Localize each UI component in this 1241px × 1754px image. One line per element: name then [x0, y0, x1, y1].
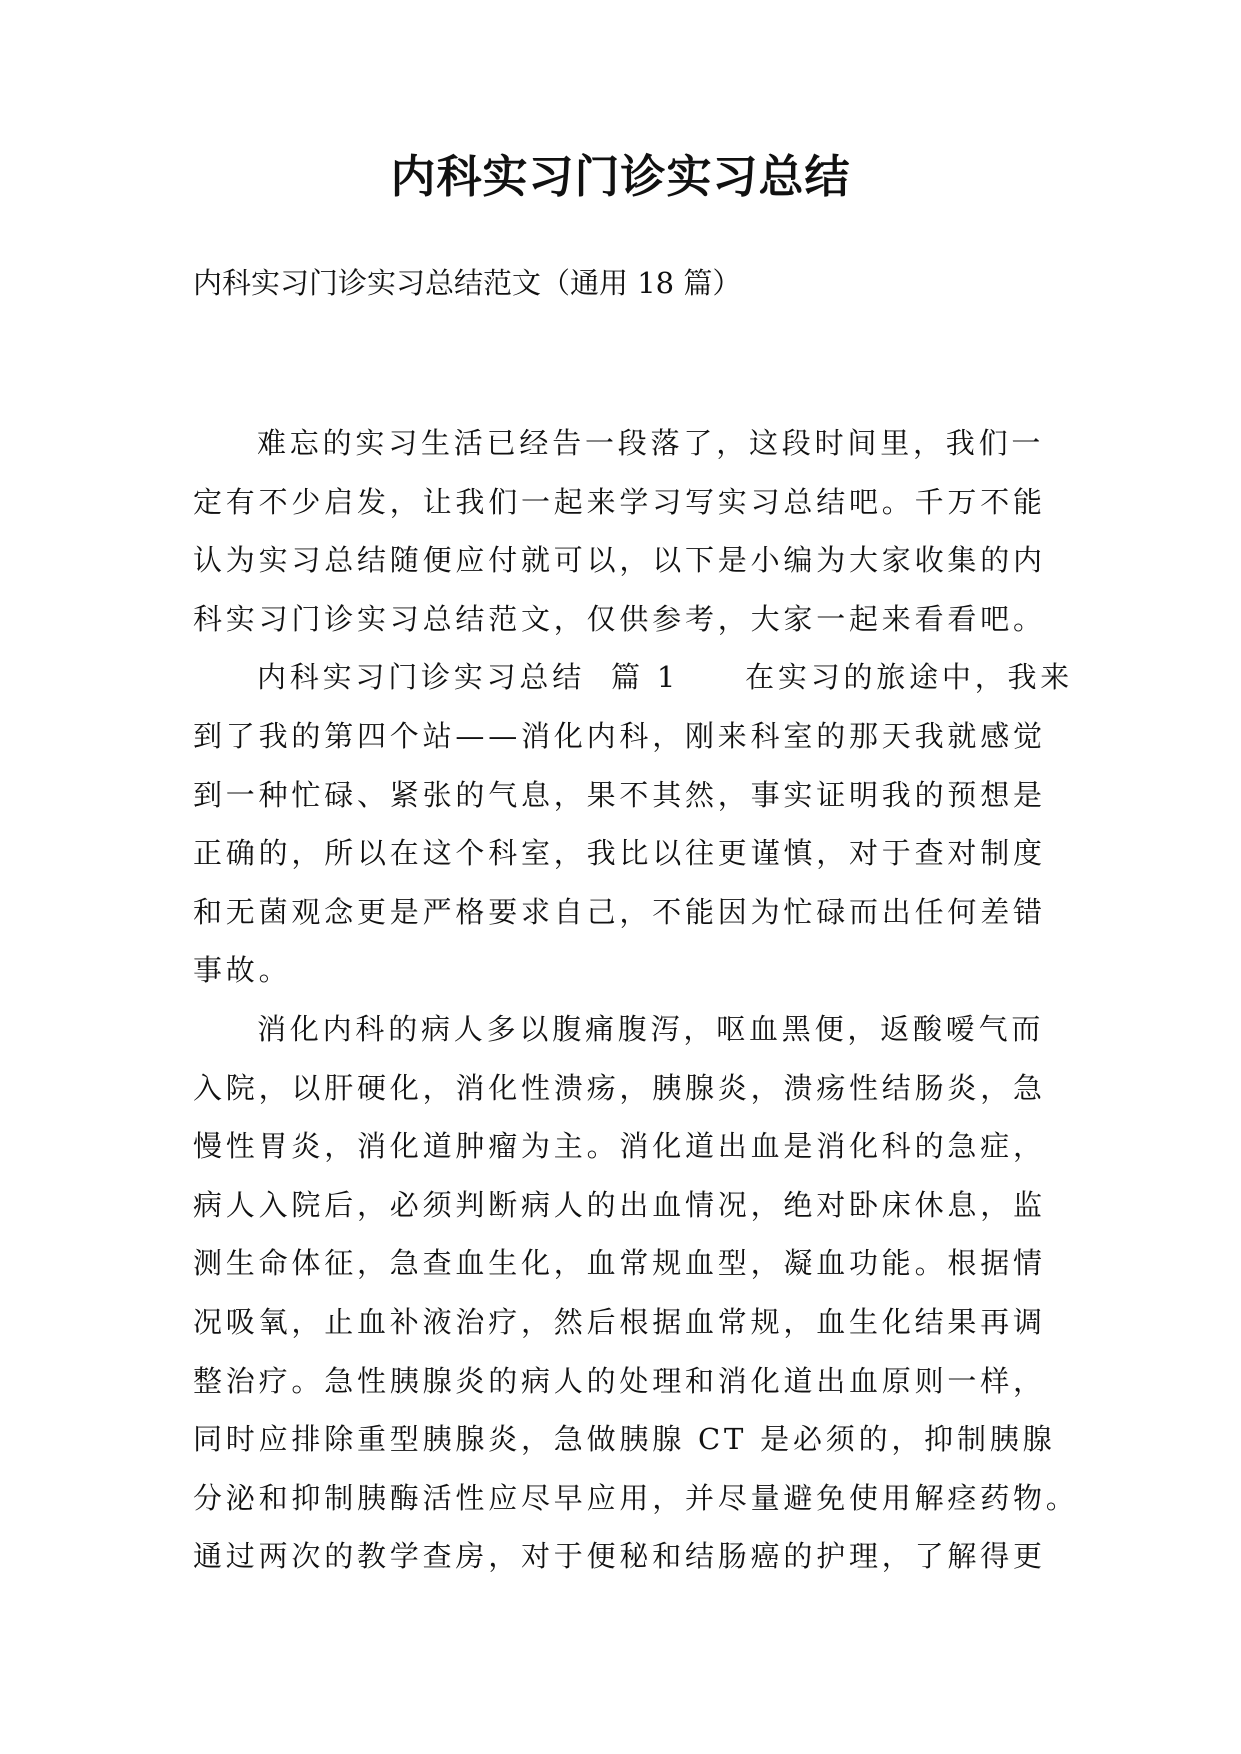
section-heading-line [193, 648, 1073, 707]
paragraph-line: 到一种忙碌、紧张的气息，果不其然，事实证明我的预想是 [193, 777, 1046, 812]
paragraph-line: 到了我的第四个站——消化内科，刚来科室的那天我就感觉 [193, 718, 1046, 753]
paragraph-line: 难忘的实习生活已经告一段落了，这段时间里，我们一 [257, 426, 1045, 460]
paragraph-line: 整治疗。急性胰腺炎的病人的处理和消化道出血原则一样， [193, 1363, 1046, 1398]
paragraph-line: 消化内科的病人多以腹痛腹泻，呕血黑便，返酸嗳气而 [257, 1011, 1045, 1046]
paragraph-line: 测生命体征，急查血生化，血常规血型，凝血功能。根据情 [193, 1246, 1046, 1281]
paragraph-line: 和无菌观念更是严格要求自己，不能因为忙碌而出任何差错 [193, 894, 1046, 929]
paragraph-line: 事故。 [193, 953, 292, 988]
paragraph-line: 入院，以肝硬化，消化性溃疡，胰腺炎，溃疡性结肠炎，急 [193, 1070, 1046, 1105]
paragraph-line: 分泌和抑制胰酶活性应尽早应用，并尽量避免使用解痉药物。 [193, 1480, 1079, 1515]
paragraph-line: 况吸氧，止血补液治疗，然后根据血常规，血生化结果再调 [193, 1304, 1046, 1339]
document-subtitle: 内科实习门诊实习总结范文（通用 18 篇） [193, 266, 742, 300]
paragraph-line: 科实习门诊实习总结范文，仅供参考，大家一起来看看吧。 [193, 601, 1046, 636]
paragraph-line: 通过两次的教学查房，对于便秘和结肠癌的护理，了解得更 [193, 1539, 1046, 1574]
paragraph-line: 同时应排除重型胰腺炎，急做胰腺 CT 是必须的，抑制胰腺 [193, 1422, 1056, 1457]
paragraph-line: 在实习的旅途中，我来 [745, 660, 1074, 695]
paragraph-line: 认为实习总结随便应付就可以，以下是小编为大家收集的内 [193, 543, 1046, 578]
paragraph-line: 正确的，所以在这个科室，我比以往更谨慎，对于查对制度 [193, 836, 1046, 871]
section-heading: 内科实习门诊实习总结 篇 1 [257, 660, 680, 695]
document-body [193, 414, 1079, 1586]
paragraph-line: 病人入院后，必须判断病人的出血情况，绝对卧床休息，监 [193, 1187, 1046, 1222]
document-title: 内科实习门诊实习总结 [390, 150, 851, 203]
paragraph-line: 慢性胃炎，消化道肿瘤为主。消化道出血是消化科的急症， [193, 1129, 1046, 1164]
paragraph-line: 定有不少启发，让我们一起来学习写实习总结吧。千万不能 [193, 484, 1046, 519]
